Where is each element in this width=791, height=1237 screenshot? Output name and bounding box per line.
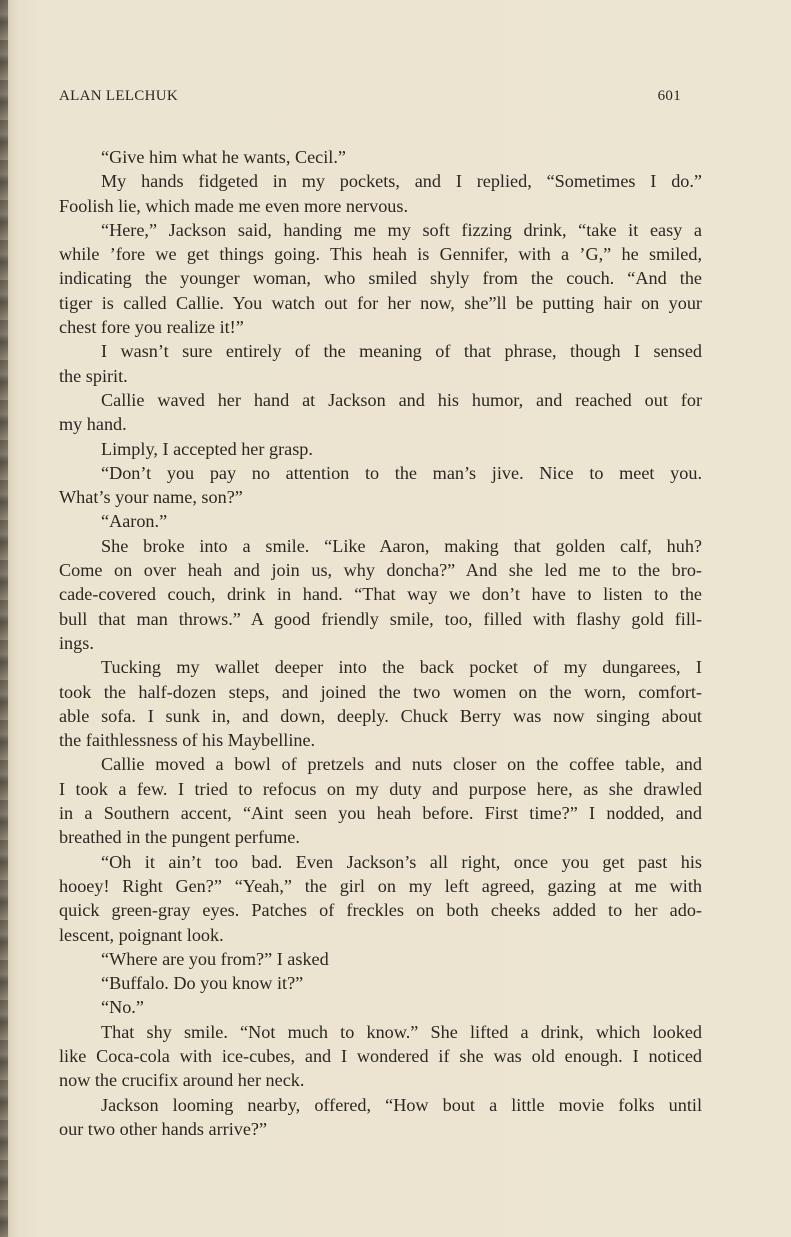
text-line: cade-covered couch, drink in hand. “That way we don’t have to listen to the [59,584,702,605]
text-line: chest fore you realize it!” [59,317,244,338]
text-line: “Give him what he wants, Cecil.” [101,147,346,167]
text-line: in a Southern accent, “Aint seen you heah before. First time?” I nodded, and [59,803,702,824]
text-line: Callie moved a bowl of pretzels and nuts closer on the coffee table, and [101,754,702,775]
book-binding-edge [0,0,8,1237]
text-line: the spirit. [59,365,128,386]
text-line: like Coca-cola with ice-cubes, and I wondered if she was old enough. I noticed [59,1045,702,1066]
text-line: our two other hands arrive?” [59,1118,268,1139]
text-line: Come on over heah and join us, why doncha?” And she led me to the bro- [59,560,702,581]
text-line: able sofa. I sunk in, and down, deeply. Chuck Berry was now singing about [59,705,702,726]
text-line: “Buffalo. Do you know it?” [101,973,304,994]
text-line: “Don’t you pay no attention to the man’s jive. Nice to meet you. [101,462,702,483]
text-line: “Here,” Jackson said, handing me my soft fizzing drink, “take it easy a [101,219,702,240]
text-line: My hands fidgeted in my pockets, and I replied, “Sometimes I do.” [101,171,702,192]
text-line: tiger is called Callie. You watch out for her now, she”ll be putting hair on your [59,292,702,313]
header-author: ALAN LELCHUK [59,88,179,104]
page-number: 601 [657,88,681,104]
text-line: took the half-dozen steps, and joined the two women on the worn, comfort- [59,681,702,702]
text-line: I wasn’t sure entirely of the meaning of that phrase, though I sensed [101,341,702,362]
text-line: now the crucifix around her neck. [59,1070,305,1091]
text-line: indicating the younger woman, who smiled shyly from the couch. “And the [59,268,702,289]
text-line: Foolish lie, which made me even more nervous. [59,195,409,216]
text-line: bull that man throws.” A good friendly smile, too, filled with flashy gold fill- [59,608,702,629]
text-line: “Where are you from?” I asked [101,948,329,969]
text-line: breathed in the pungent perfume. [59,827,300,848]
text-line: Jackson looming nearby, offered, “How bout a little movie folks until [101,1094,702,1115]
text-line: hooey! Right Gen?” “Yeah,” the girl on my left agreed, gazing at me with [59,875,702,896]
text-line: She broke into a smile. “Like Aaron, making that golden calf, huh? [101,535,702,556]
text-line: “Aaron.” [101,511,168,532]
text-line: “No.” [101,997,144,1018]
text-line: my hand. [59,414,127,435]
text-line: Tucking my wallet deeper into the back pocket of my dungarees, I [101,657,702,678]
text-line: What’s your name, son?” [59,487,243,508]
text-line: “Oh it ain’t too bad. Even Jackson’s all right, once you get past his [101,851,702,872]
text-line: lescent, poignant look. [59,924,224,945]
text-line: Limply, I accepted her grasp. [101,438,313,459]
text-line: while ’fore we get things going. This heah is Gennifer, with a ’G,” he smiled, [59,244,702,265]
text-line: I took a few. I tried to refocus on my duty and purpose here, as she drawled [59,778,702,799]
text-line: the faithlessness of his Maybelline. [59,730,316,751]
text-line: That shy smile. “Not much to know.” She lifted a drink, which looked [101,1021,702,1042]
body-text [59,145,702,1141]
running-header [59,88,681,112]
text-line: quick green-gray eyes. Patches of freckles on both cheeks added to her ado- [59,900,702,921]
text-line: Callie waved her hand at Jackson and his humor, and reached out for [101,389,702,410]
text-line: ings. [59,632,94,653]
